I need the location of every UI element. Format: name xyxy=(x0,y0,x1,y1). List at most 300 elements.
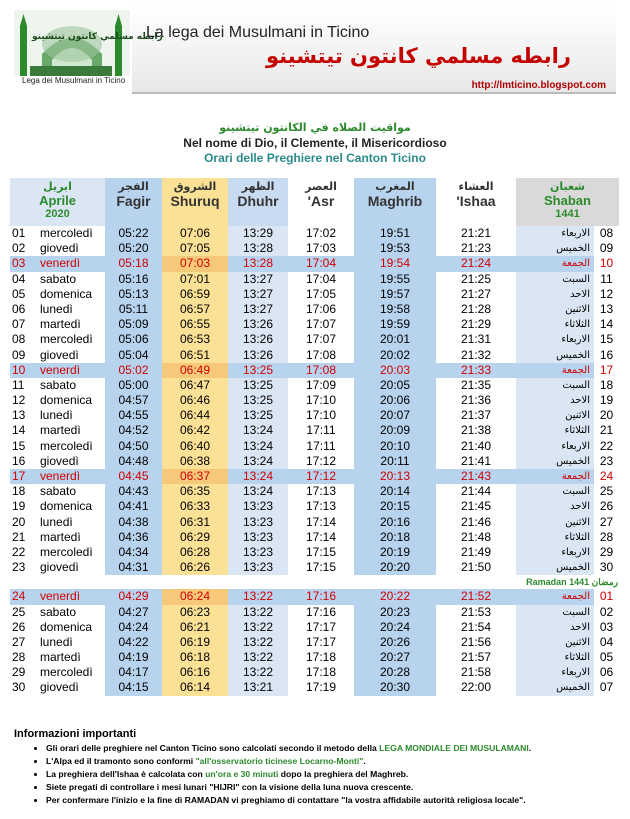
table-row xyxy=(10,469,619,484)
shuruq-time: 06:51 xyxy=(162,348,228,363)
arabic-weekday: الاربعاء xyxy=(516,665,594,680)
ishaa-time: 21:38 xyxy=(460,423,492,438)
hijri-day: 10 xyxy=(594,256,619,271)
day-number: 25 xyxy=(12,604,26,619)
shuruq-time: 06:55 xyxy=(162,317,228,332)
prayer-times-table xyxy=(10,178,619,696)
fajr-time: 04:41 xyxy=(105,499,162,514)
ishaa-time: 21:28 xyxy=(460,301,492,316)
day-number: 22 xyxy=(12,544,26,559)
day-number: 21 xyxy=(12,529,26,544)
shuruq-time: 06:59 xyxy=(162,287,228,302)
hijri-day: 02 xyxy=(594,605,619,620)
arabic-weekday: الاربعاء xyxy=(516,439,594,454)
dhuhr-time: 13:27 xyxy=(228,272,288,287)
day-number: 27 xyxy=(12,634,26,649)
shuruq-time: 06:24 xyxy=(162,589,228,604)
weekday: giovedì xyxy=(40,453,79,468)
table-row xyxy=(10,635,619,650)
hijri-day: 03 xyxy=(594,620,619,635)
weekday: mercoledì xyxy=(40,665,93,680)
arabic-weekday: الاربعاء xyxy=(516,545,594,560)
asr-time: 17:19 xyxy=(305,680,337,695)
table-row xyxy=(10,530,619,545)
info-item: • Per confermare l'inizio e la fine di RAMADAN vi preghiamo di contattare "la vostra affidabile autorità religiosa locale". xyxy=(46,794,614,807)
day-number: 06 xyxy=(12,301,26,316)
info-item: • Siete pregati di controllare i mesi lunari "HIJRI" con la visione della luna nuova crescente. xyxy=(46,781,614,794)
fajr-time: 04:50 xyxy=(105,439,162,454)
hijri-day: 01 xyxy=(594,589,619,604)
dhuhr-time: 13:22 xyxy=(228,665,288,680)
weekday: venerdì xyxy=(40,589,81,604)
table-row xyxy=(10,423,619,438)
site-title: La lega dei Musulmani in Ticino xyxy=(146,24,370,41)
maghrib-time: 20:13 xyxy=(379,469,411,483)
fajr-time: 05:13 xyxy=(105,287,162,302)
arabic-weekday: الثلاثاء xyxy=(516,423,594,438)
fajr-time: 05:20 xyxy=(105,241,162,256)
maghrib-time: 20:30 xyxy=(354,680,436,695)
maghrib-time: 20:19 xyxy=(354,545,436,560)
weekday: martedì xyxy=(40,650,81,665)
ishaa-time: 21:44 xyxy=(460,484,492,499)
ishaa-time: 21:40 xyxy=(460,438,492,453)
arabic-weekday: السبت xyxy=(516,378,594,393)
day-number: 24 xyxy=(12,589,26,604)
fajr-time: 04:17 xyxy=(105,665,162,680)
maghrib-time: 19:54 xyxy=(379,256,411,271)
ishaa-time: 21:21 xyxy=(460,226,492,240)
table-row xyxy=(10,545,619,560)
maghrib-time: 19:58 xyxy=(354,302,436,317)
asr-time: 17:06 xyxy=(305,301,337,316)
asr-time: 17:03 xyxy=(305,241,337,256)
fajr-time: 05:16 xyxy=(105,272,162,287)
ishaa-time: 21:58 xyxy=(460,665,492,680)
arabic-weekday: الخميس xyxy=(516,560,594,575)
asr-time: 17:08 xyxy=(305,362,337,377)
header-shuruq: الشروق Shuruq xyxy=(162,178,228,226)
dhuhr-time: 13:24 xyxy=(228,484,288,499)
hijri-day: 06 xyxy=(594,665,619,680)
maghrib-time: 20:09 xyxy=(354,423,436,438)
day-number: 15 xyxy=(12,438,26,453)
arabic-weekday: الاربعاء xyxy=(516,226,594,241)
fajr-time: 05:00 xyxy=(105,378,162,393)
day-number: 08 xyxy=(12,332,26,347)
maghrib-time: 20:01 xyxy=(354,332,436,347)
dhuhr-time: 13:21 xyxy=(228,680,288,695)
weekday: domenica xyxy=(40,619,93,634)
ishaa-time: 21:24 xyxy=(460,256,492,271)
arabic-weekday: الاثنين xyxy=(516,635,594,650)
maghrib-time: 19:53 xyxy=(354,241,436,256)
fajr-time: 04:19 xyxy=(105,650,162,665)
weekday: venerdì xyxy=(40,362,81,377)
hijri-day: 16 xyxy=(594,348,619,363)
table-row xyxy=(10,317,619,332)
shuruq-time: 06:53 xyxy=(162,332,228,347)
dhuhr-time: 13:23 xyxy=(228,545,288,560)
hijri-day: 26 xyxy=(594,499,619,514)
ishaa-time: 21:49 xyxy=(460,544,492,559)
dhuhr-time: 13:24 xyxy=(228,439,288,454)
arabic-weekday: الجمعة xyxy=(561,364,590,376)
arabic-weekday: الثلاثاء xyxy=(516,530,594,545)
arabic-weekday: الاحد xyxy=(516,393,594,408)
hijri-day: 12 xyxy=(594,287,619,302)
ishaa-time: 21:25 xyxy=(460,271,492,286)
fajr-time: 04:31 xyxy=(105,560,162,575)
shuruq-time: 06:57 xyxy=(162,302,228,317)
day-number: 11 xyxy=(12,377,25,392)
shuruq-time: 06:29 xyxy=(162,530,228,545)
asr-time: 17:04 xyxy=(305,271,337,286)
fajr-time: 05:09 xyxy=(105,317,162,332)
shuruq-time: 06:18 xyxy=(162,650,228,665)
asr-time: 17:02 xyxy=(305,226,337,240)
fajr-time: 05:04 xyxy=(105,348,162,363)
ishaa-time: 21:52 xyxy=(460,589,492,604)
ishaa-time: 21:48 xyxy=(460,529,492,544)
ishaa-time: 21:29 xyxy=(460,317,492,332)
asr-time: 17:10 xyxy=(305,393,337,408)
asr-time: 17:18 xyxy=(305,650,337,665)
asr-time: 17:07 xyxy=(305,317,337,332)
fajr-time: 04:29 xyxy=(118,589,149,604)
arabic-weekday: الاربعاء xyxy=(516,332,594,347)
shuruq-time: 06:28 xyxy=(162,545,228,560)
dhuhr-time: 13:24 xyxy=(242,469,274,483)
weekday: giovedì xyxy=(40,560,79,575)
table-row xyxy=(10,393,619,408)
header-asr: العصر 'Asr xyxy=(305,180,337,209)
maghrib-time: 20:26 xyxy=(354,635,436,650)
weekday: lunedì xyxy=(40,408,73,423)
arabic-weekday: السبت xyxy=(516,272,594,287)
asr-time: 17:07 xyxy=(305,332,337,347)
dhuhr-time: 13:26 xyxy=(228,317,288,332)
day-number: 09 xyxy=(12,347,26,362)
asr-time: 17:13 xyxy=(305,484,337,499)
hijri-day: 25 xyxy=(594,484,619,499)
ishaa-time: 21:45 xyxy=(460,499,492,514)
dhuhr-time: 13:22 xyxy=(228,620,288,635)
shuruq-time: 06:21 xyxy=(162,620,228,635)
maghrib-time: 20:24 xyxy=(354,620,436,635)
day-number: 16 xyxy=(12,453,26,468)
ramadan-label: Ramadan 1441 رمضان xyxy=(526,576,618,587)
arabic-weekday: الاحد xyxy=(516,287,594,302)
maghrib-time: 20:22 xyxy=(379,589,411,604)
maghrib-time: 20:28 xyxy=(354,665,436,680)
ishaa-time: 21:43 xyxy=(460,469,492,483)
fajr-time: 04:57 xyxy=(105,393,162,408)
shuruq-time: 07:01 xyxy=(162,272,228,287)
weekday: sabato xyxy=(40,271,77,286)
shuruq-time: 06:14 xyxy=(162,680,228,695)
arabic-weekday: السبت xyxy=(516,484,594,499)
arabic-weekday: السبت xyxy=(516,605,594,620)
dhuhr-time: 13:23 xyxy=(228,499,288,514)
fajr-time: 04:48 xyxy=(105,454,162,469)
maghrib-time: 19:51 xyxy=(354,226,436,241)
asr-time: 17:18 xyxy=(305,665,337,680)
weekday: lunedì xyxy=(40,301,73,316)
table-row xyxy=(10,454,619,469)
site-arabic-title: رابطه مسلمي كانتون تيتشينو xyxy=(266,44,571,68)
ishaa-time: 21:32 xyxy=(460,347,492,362)
hijri-day: 22 xyxy=(594,439,619,454)
site-url-link[interactable]: http://lmticino.blogspot.com xyxy=(471,80,606,91)
day-number: 19 xyxy=(12,499,26,514)
fajr-time: 04:24 xyxy=(105,620,162,635)
weekday: lunedì xyxy=(40,514,73,529)
weekday: martedì xyxy=(40,529,81,544)
asr-time: 17:17 xyxy=(305,619,337,634)
info-title: Informazioni importanti xyxy=(14,728,137,740)
asr-time: 17:12 xyxy=(305,453,337,468)
header-hijri: شعبان Shaban 1441 xyxy=(516,178,619,226)
weekday: venerdì xyxy=(40,256,81,271)
day-number: 12 xyxy=(12,393,26,408)
maghrib-time: 20:20 xyxy=(354,560,436,575)
shuruq-time: 06:40 xyxy=(162,439,228,454)
fajr-time: 04:22 xyxy=(105,635,162,650)
arabic-weekday: الاثنين xyxy=(516,515,594,530)
asr-time: 17:05 xyxy=(305,286,337,301)
dhuhr-time: 13:23 xyxy=(228,560,288,575)
table-row xyxy=(10,680,619,695)
maghrib-time: 20:10 xyxy=(354,439,436,454)
asr-time: 17:10 xyxy=(305,408,337,423)
dhuhr-time: 13:25 xyxy=(242,362,274,377)
shuruq-time: 06:31 xyxy=(162,515,228,530)
asr-time: 17:15 xyxy=(305,544,337,559)
dhuhr-time: 13:23 xyxy=(228,530,288,545)
weekday: martedì xyxy=(40,423,81,438)
hijri-day: 29 xyxy=(594,545,619,560)
fajr-time: 04:52 xyxy=(105,423,162,438)
shuruq-time: 06:19 xyxy=(162,635,228,650)
dhuhr-time: 13:22 xyxy=(228,605,288,620)
hijri-day: 23 xyxy=(594,454,619,469)
fajr-time: 04:36 xyxy=(105,530,162,545)
day-number: 28 xyxy=(12,650,26,665)
dhuhr-time: 13:29 xyxy=(228,226,288,241)
hijri-day: 08 xyxy=(594,226,619,241)
arabic-weekday: الخميس xyxy=(516,348,594,363)
table-row xyxy=(10,515,619,530)
maghrib-time: 20:06 xyxy=(354,393,436,408)
day-number: 02 xyxy=(12,241,26,256)
ishaa-time: 21:53 xyxy=(460,604,492,619)
table-row xyxy=(10,620,619,635)
logo-arabic-text: رابطه مسلمي كانتون تيتشينو xyxy=(32,32,163,42)
table-row xyxy=(10,560,619,575)
asr-time: 17:17 xyxy=(305,634,337,649)
shuruq-time: 06:23 xyxy=(162,605,228,620)
hijri-day: 09 xyxy=(594,241,619,256)
basmala-line: Nel nome di Dio, il Clemente, il Misericordioso xyxy=(183,136,447,150)
info-item: • La preghiera dell'Ishaa è calcolata con un'ora e 30 minuti dopo la preghiera del Maghreb. xyxy=(46,768,614,781)
logo-caption: Lega dei Musulmani in Ticino xyxy=(22,76,126,85)
table-row xyxy=(10,665,619,680)
header-maghrib: المغرب Maghrib xyxy=(354,178,436,226)
table-row xyxy=(10,605,619,620)
ishaa-time: 21:57 xyxy=(460,650,492,665)
table-row xyxy=(10,378,619,393)
dhuhr-time: 13:28 xyxy=(242,256,274,271)
maghrib-time: 19:57 xyxy=(354,287,436,302)
arabic-weekday: الخميس xyxy=(516,680,594,695)
shuruq-time: 06:37 xyxy=(162,469,228,484)
asr-time: 17:11 xyxy=(306,423,336,438)
hijri-day: 05 xyxy=(594,650,619,665)
table-row xyxy=(10,272,619,287)
table-row xyxy=(10,439,619,454)
fajr-time: 04:15 xyxy=(105,680,162,695)
ishaa-time: 21:37 xyxy=(460,408,492,423)
weekday: venerdì xyxy=(40,469,81,483)
asr-time: 17:16 xyxy=(305,589,337,604)
ishaa-time: 21:23 xyxy=(460,241,492,256)
asr-time: 17:15 xyxy=(305,560,337,575)
maghrib-time: 20:03 xyxy=(379,362,411,377)
weekday: sabato xyxy=(40,604,77,619)
table-row xyxy=(10,408,619,423)
hijri-day: 30 xyxy=(594,560,619,575)
maghrib-time: 20:07 xyxy=(354,408,436,423)
ishaa-time: 21:36 xyxy=(460,393,492,408)
shuruq-time: 06:49 xyxy=(162,363,228,378)
dhuhr-time: 13:27 xyxy=(228,302,288,317)
weekday: domenica xyxy=(40,393,93,408)
day-number: 17 xyxy=(12,469,26,483)
info-section xyxy=(14,728,614,807)
weekday: mercoledì xyxy=(40,438,93,453)
ishaa-time: 21:35 xyxy=(460,377,492,392)
dhuhr-time: 13:25 xyxy=(228,378,288,393)
asr-time: 17:13 xyxy=(305,499,337,514)
shuruq-time: 06:16 xyxy=(162,665,228,680)
fajr-time: 04:43 xyxy=(105,484,162,499)
day-number: 01 xyxy=(12,226,26,240)
hijri-day: 24 xyxy=(594,469,619,484)
hijri-day: 19 xyxy=(594,393,619,408)
fajr-time: 04:38 xyxy=(105,515,162,530)
day-number: 10 xyxy=(12,362,26,377)
weekday: lunedì xyxy=(40,634,73,649)
day-number: 05 xyxy=(12,286,26,301)
ishaa-time: 21:33 xyxy=(460,362,492,377)
ishaa-time: 22:00 xyxy=(460,680,492,695)
maghrib-time: 20:02 xyxy=(354,348,436,363)
dhuhr-time: 13:28 xyxy=(228,241,288,256)
day-number: 29 xyxy=(12,665,26,680)
weekday: martedì xyxy=(40,317,81,332)
maghrib-time: 19:55 xyxy=(354,272,436,287)
table-row xyxy=(10,363,619,378)
day-number: 30 xyxy=(12,680,26,695)
hijri-day: 18 xyxy=(594,378,619,393)
shuruq-time: 06:42 xyxy=(162,423,228,438)
maghrib-time: 20:05 xyxy=(354,378,436,393)
header-ishaa: العشاء 'Ishaa xyxy=(456,180,496,209)
day-number: 26 xyxy=(12,619,26,634)
table-row xyxy=(10,332,619,347)
fajr-time: 05:22 xyxy=(105,226,162,241)
hijri-day: 28 xyxy=(594,530,619,545)
shuruq-time: 07:03 xyxy=(162,256,228,271)
arabic-subtitle: مواقيت الصلاه في الكانتون تيتشينو xyxy=(219,121,411,134)
weekday: sabato xyxy=(40,377,77,392)
table-row xyxy=(10,589,619,604)
page-title: Orari delle Preghiere nel Canton Ticino xyxy=(204,151,426,165)
hijri-day: 04 xyxy=(594,635,619,650)
ishaa-time: 21:46 xyxy=(460,514,492,529)
arabic-weekday: الاحد xyxy=(516,620,594,635)
weekday: giovedì xyxy=(40,347,79,362)
header-fajr: الفجر Fagir xyxy=(105,178,162,226)
weekday: giovedì xyxy=(40,680,79,695)
ishaa-time: 21:56 xyxy=(460,634,492,649)
day-number: 13 xyxy=(12,408,26,423)
day-number: 20 xyxy=(12,514,26,529)
weekday: giovedì xyxy=(40,241,79,256)
maghrib-time: 20:18 xyxy=(354,530,436,545)
weekday: mercoledì xyxy=(40,332,93,347)
arabic-weekday: الخميس xyxy=(516,241,594,256)
header-dhuhr: الظهر Dhuhr xyxy=(228,178,288,226)
maghrib-time: 20:14 xyxy=(354,484,436,499)
shuruq-time: 07:05 xyxy=(162,241,228,256)
arabic-weekday: الجمعة xyxy=(561,471,590,482)
asr-time: 17:04 xyxy=(305,256,337,271)
maghrib-time: 20:23 xyxy=(354,605,436,620)
table-body xyxy=(10,226,619,696)
maghrib-time: 19:59 xyxy=(354,317,436,332)
day-number: 04 xyxy=(12,271,26,286)
asr-time: 17:16 xyxy=(305,604,337,619)
arabic-weekday: الجمعة xyxy=(561,258,590,270)
hijri-day: 11 xyxy=(594,272,619,287)
day-number: 18 xyxy=(12,484,26,499)
ishaa-time: 21:31 xyxy=(460,332,492,347)
arabic-weekday: الخميس xyxy=(516,454,594,469)
ishaa-time: 21:50 xyxy=(460,560,492,575)
hijri-day: 07 xyxy=(594,680,619,695)
page-header xyxy=(12,4,616,92)
asr-time: 17:12 xyxy=(305,469,337,483)
hijri-day: 15 xyxy=(594,332,619,347)
asr-time: 17:14 xyxy=(305,514,337,529)
hijri-day: 20 xyxy=(594,408,619,423)
shuruq-time: 07:06 xyxy=(162,226,228,241)
hijri-day: 17 xyxy=(594,363,619,378)
arabic-weekday: الجمعة xyxy=(561,591,590,603)
shuruq-time: 06:44 xyxy=(162,408,228,423)
day-number: 23 xyxy=(12,560,26,575)
fajr-time: 05:18 xyxy=(118,256,149,271)
shuruq-time: 06:33 xyxy=(162,499,228,514)
table-row xyxy=(10,256,619,271)
dhuhr-time: 13:26 xyxy=(228,332,288,347)
fajr-time: 04:34 xyxy=(105,545,162,560)
dhuhr-time: 13:25 xyxy=(228,393,288,408)
shuruq-time: 06:46 xyxy=(162,393,228,408)
dhuhr-time: 13:22 xyxy=(228,650,288,665)
